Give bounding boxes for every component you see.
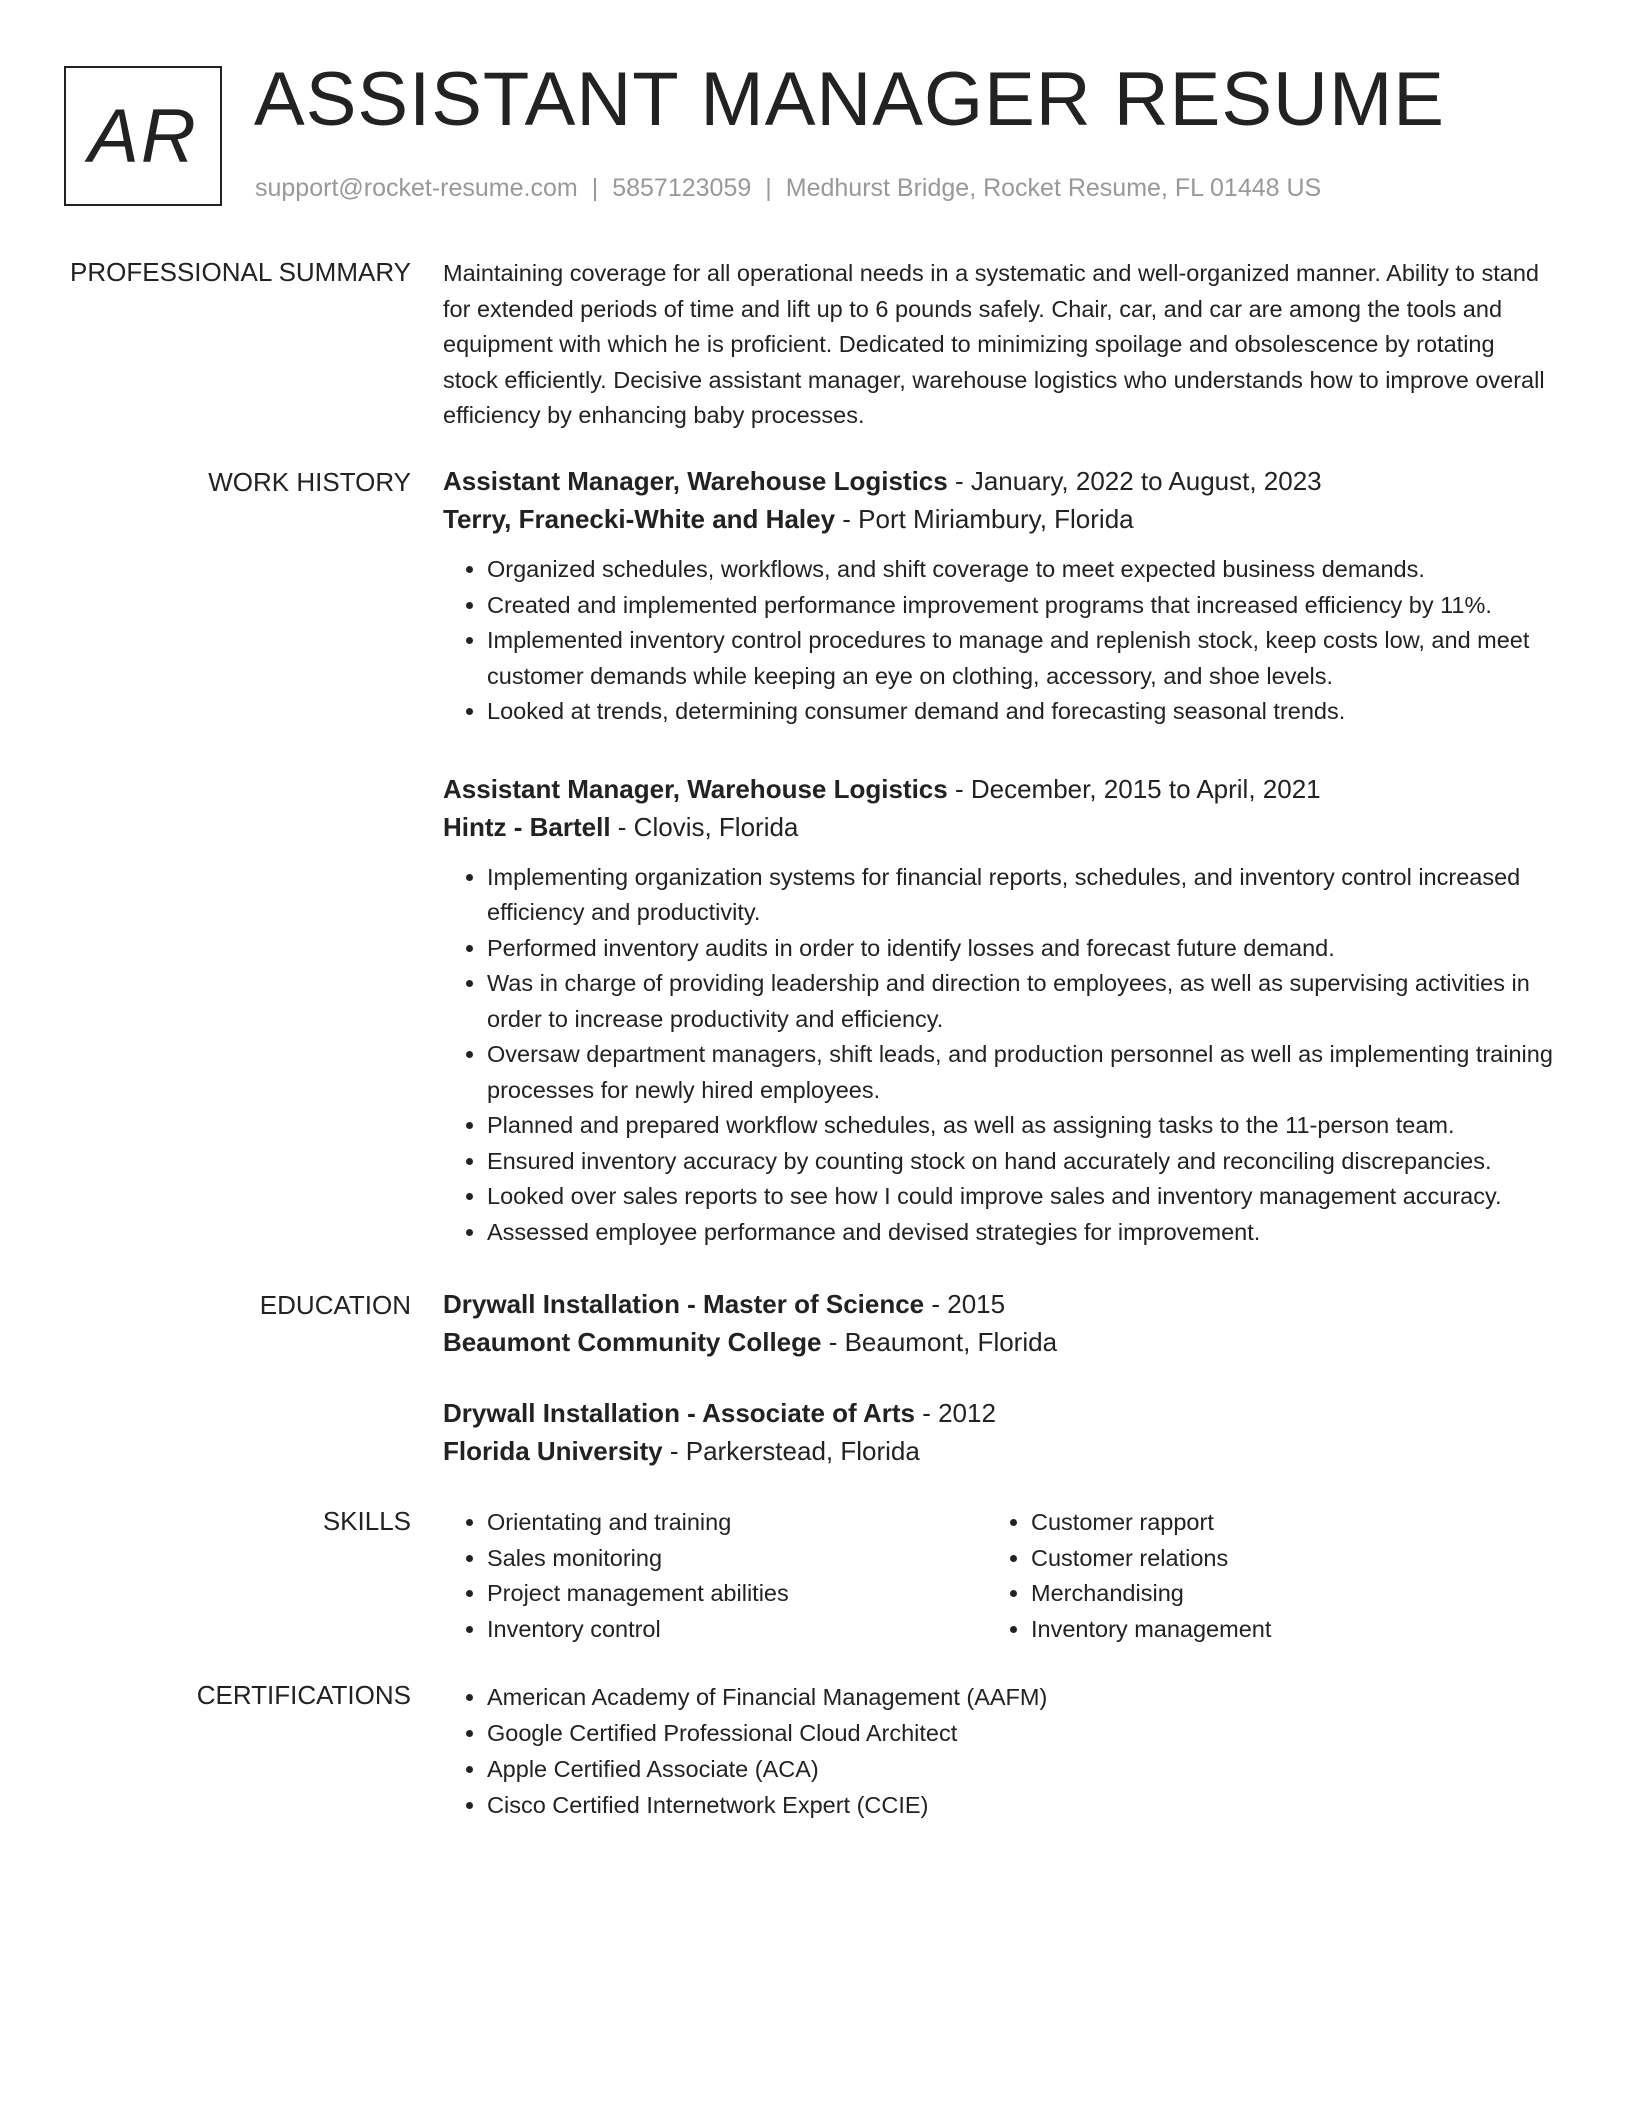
job-bullet: • Performed inventory audits in order to identify losses and forecast future demand.: [487, 931, 1553, 967]
education-school-line: [443, 1432, 1553, 1470]
contact-email[interactable]: support@rocket-resume.com: [255, 174, 578, 202]
section-label-summary: PROFESSIONAL SUMMARY: [70, 257, 411, 287]
job-employer: Hintz - Bartell: [443, 811, 611, 842]
section-label-education: EDUCATION: [259, 1290, 411, 1320]
job-bullet: • Was in charge of providing leadership and direction to employees, as well as supervising activities in order to increase productivity and efficiency.: [487, 966, 1553, 1037]
job-employer-line: [443, 808, 1553, 846]
contact-phone[interactable]: 5857123059: [612, 174, 752, 202]
job-employer: Terry, Franecki-White and Haley: [443, 504, 836, 534]
education-school: Florida University: [443, 1436, 663, 1466]
job-bullet: • Implementing organization systems for financial reports, schedules, and inventory control increased efficiency and productivity.: [487, 860, 1553, 931]
skill-item: • Orientating and training: [487, 1505, 987, 1541]
job-bullet: • Assessed employee performance and devised strategies for improvement.: [487, 1215, 1553, 1251]
section-label-work-history: WORK HISTORY: [208, 467, 411, 497]
skill-item: • Inventory management: [1031, 1612, 1531, 1648]
skill-item: • Inventory control: [487, 1612, 987, 1648]
job-dates: - December, 2015 to April, 2021: [947, 773, 1321, 804]
job-title: Assistant Manager, Warehouse Logistics: [443, 466, 948, 496]
job-dates: - January, 2022 to August, 2023: [947, 466, 1322, 496]
skills-columns: [443, 1505, 1553, 1647]
job-location: - Clovis, Florida: [610, 811, 799, 842]
section-label-skills: SKILLS: [322, 1506, 411, 1536]
contact-address: Medhurst Bridge, Rocket Resume, FL 01448 US: [785, 174, 1322, 202]
job-bullet: • Implemented inventory control procedures to manage and replenish stock, keep costs low, and meet customer demands while keeping an eye on clothing, accessory, and shoe levels.: [487, 623, 1553, 694]
education-entry: [443, 1285, 1553, 1361]
summary-text: Maintaining coverage for all operational needs in a systematic and well-organized manner. Ability to stand for extended periods of time and lift up to 6 pounds safely. Chair, car, and car are among the tools and equipment with which he is proficient. Dedicated to minimizing spoilage and obsolescence by rotating stock efficiently. Decisive assistant manager, warehouse logistics who understands how to improve overall efficiency by enhancing baby processes.: [443, 260, 1545, 428]
job-title: Assistant Manager, Warehouse Logistics: [443, 773, 948, 804]
skill-item: • Customer rapport: [1031, 1505, 1531, 1541]
job-bullet: • Created and implemented performance improvement programs that increased efficiency by 11%.: [487, 588, 1553, 624]
page-title: ASSISTANT MANAGER RESUME: [254, 57, 1445, 142]
education-school: Beaumont Community College: [443, 1327, 822, 1357]
section-label-certifications: CERTIFICATIONS: [196, 1680, 411, 1710]
education-year: - 2015: [924, 1289, 1006, 1319]
job-bullet: • Ensured inventory accuracy by counting stock on hand accurately and reconciling discrepancies.: [487, 1144, 1553, 1180]
job-bullets: [443, 552, 1553, 730]
job-bullet: • Looked over sales reports to see how I could improve sales and inventory management accuracy.: [487, 1179, 1553, 1215]
education-degree-line: [443, 1285, 1553, 1323]
education-degree: Drywall Installation - Associate of Arts: [443, 1398, 915, 1428]
contact-separator: |: [765, 174, 772, 202]
certification-item: • Google Certified Professional Cloud Architect: [487, 1715, 1553, 1751]
contact-line: [255, 174, 1321, 203]
job-bullet: • Organized schedules, workflows, and shift coverage to meet expected business demands.: [487, 552, 1553, 588]
job-entry: [443, 462, 1553, 730]
skill-item: • Project management abilities: [487, 1576, 987, 1612]
job-employer-line: [443, 500, 1553, 538]
contact-separator: |: [591, 174, 599, 202]
education-degree: Drywall Installation - Master of Science: [443, 1289, 925, 1319]
education-year: - 2012: [914, 1398, 996, 1428]
job-title-line: [443, 462, 1553, 500]
education-location: - Beaumont, Florida: [821, 1327, 1058, 1357]
education-entry: [443, 1394, 1553, 1470]
job-entry: [443, 770, 1553, 1251]
job-bullet: • Oversaw department managers, shift leads, and production personnel as well as implementing training processes for newly hired employees.: [487, 1037, 1553, 1108]
education-location: - Parkerstead, Florida: [662, 1436, 920, 1466]
skill-item: • Merchandising: [1031, 1576, 1531, 1612]
skill-item: • Customer relations: [1031, 1541, 1531, 1577]
job-bullet: • Looked at trends, determining consumer demand and forecasting seasonal trends.: [487, 694, 1553, 730]
certification-item: • Cisco Certified Internetwork Expert (CCIE): [487, 1787, 1553, 1823]
certifications-list: [443, 1679, 1553, 1823]
job-bullet: • Planned and prepared workflow schedules, as well as assigning tasks to the 11-person team.: [487, 1108, 1553, 1144]
skills-list-left: [443, 1505, 987, 1647]
skill-item: • Sales monitoring: [487, 1541, 987, 1577]
job-location: - Port Miriambury, Florida: [835, 504, 1134, 534]
monogram-badge: AR: [64, 66, 222, 206]
certification-item: • American Academy of Financial Management (AAFM): [487, 1679, 1553, 1715]
job-title-line: [443, 770, 1553, 808]
education-degree-line: [443, 1394, 1553, 1432]
skills-list-right: [987, 1505, 1531, 1647]
certification-item: • Apple Certified Associate (ACA): [487, 1751, 1553, 1787]
education-school-line: [443, 1323, 1553, 1361]
job-bullets: [443, 860, 1553, 1251]
